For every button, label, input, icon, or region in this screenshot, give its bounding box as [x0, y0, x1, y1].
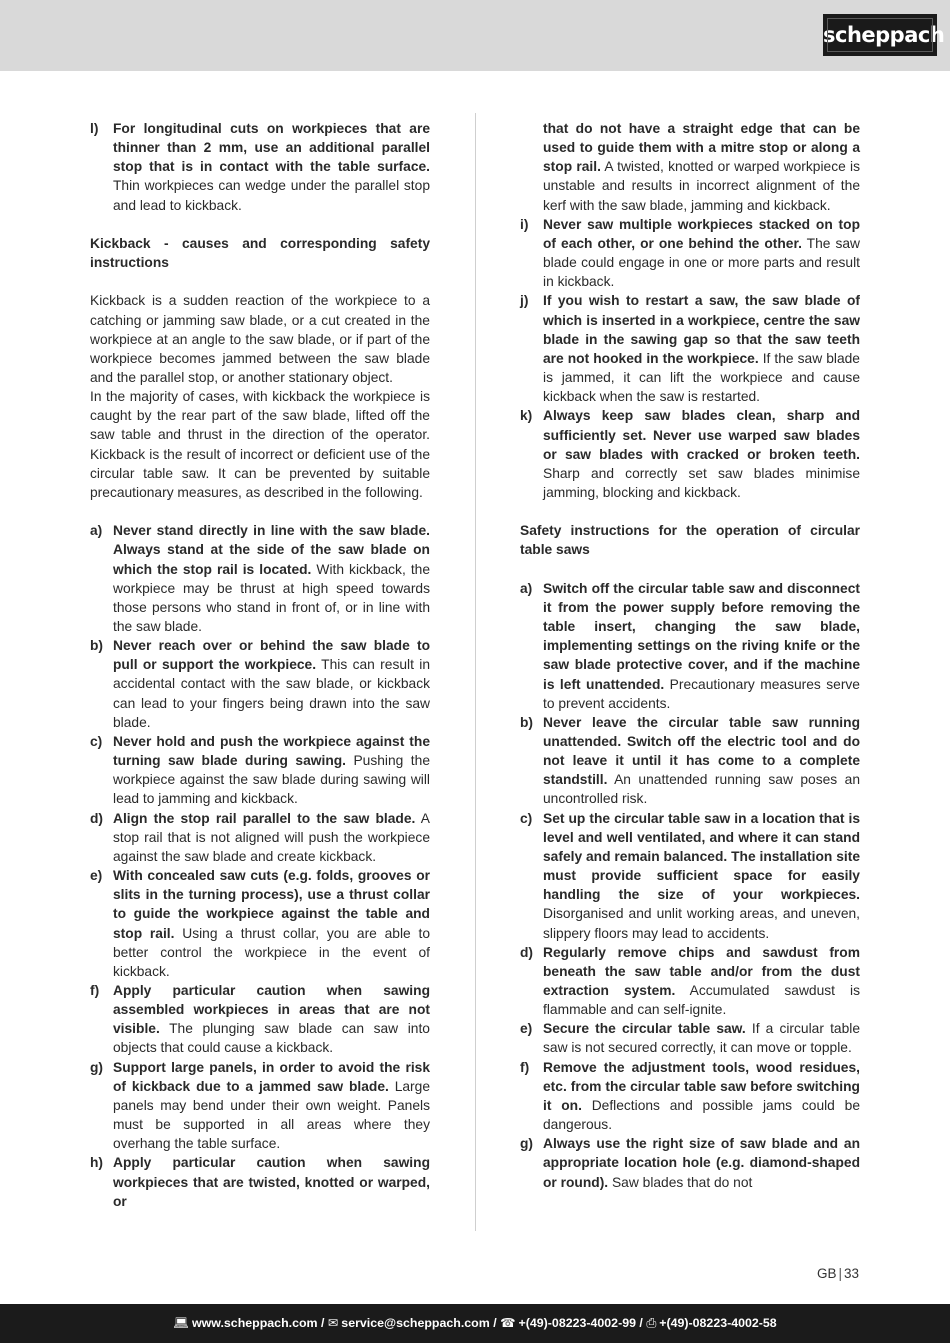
item-label: d)	[520, 944, 534, 960]
item-bold-text: Apply particular caution when sawing assembled workpieces in areas that are not visible.	[113, 982, 430, 1037]
item-bold-text: Always use the right size of saw blade and an appropriate location hole (e.g. diamond-shaped or round).	[543, 1136, 860, 1190]
item-bold-text: Never stand directly in line with the saw blade. Always stand at the side of the saw blade on which the stop rail is located.	[113, 523, 430, 577]
phone-icon: ☎︎	[500, 1316, 516, 1330]
contact-footer	[0, 1304, 950, 1343]
item-text: The saw blade could engage in one or more parts and result in kickback.	[543, 235, 861, 290]
operation-list	[520, 579, 860, 1192]
item-label: e)	[90, 868, 103, 884]
item-text: A twisted, knotted or warped workpiece is unstable and results in incorrect alignment of the kerf with the saw blade, jamming and kickback.	[543, 159, 860, 213]
list-item	[520, 1058, 860, 1135]
list-item	[90, 809, 430, 866]
item-label: c)	[90, 733, 103, 749]
item-text: Thin workpieces can wedge under the parallel stop and lead to kickback.	[113, 178, 430, 213]
item-text: If a circular table saw is not secured correctly, it can move or topple.	[543, 1021, 860, 1056]
item-bold-text: Set up the circular table saw in a location that is level and well ventilated, and where it can stand safely and remain balanced. The installation site must provide sufficient space for easily handling the size of your workpieces.	[543, 810, 860, 903]
list-item	[520, 291, 860, 406]
item-bold-text: Regularly remove chips and sawdust from beneath the saw table and/or from the dust extraction system.	[543, 944, 860, 998]
item-bold-text: Switch off the circular table saw and disconnect it from the power supply before removing the table insert, changing the saw blade, implementing settings on the riving knife or the saw blade protective cover, and if the machine is left unattended.	[543, 580, 860, 692]
item-label: d)	[90, 810, 104, 826]
kickback-list	[90, 521, 430, 1211]
item-label: b)	[90, 638, 104, 654]
kickback-heading: Kickback - causes and corresponding safety instructions	[90, 235, 430, 271]
item-label: g)	[90, 1059, 104, 1075]
item-text: Pushing the workpiece against the saw blade during sawing will lead to jamming and kickback.	[113, 753, 430, 807]
item-bold-text: Remove the adjustment tools, wood residues, etc. from the circular table saw before switching it on.	[543, 1059, 860, 1113]
list-item	[520, 1019, 860, 1057]
list-item-l	[90, 119, 430, 215]
item-text: Accumulated sawdust is flammable and can self-ignite.	[543, 983, 860, 1018]
list-item	[520, 579, 860, 713]
item-bold-text: Apply particular caution when sawing workpieces that are twisted, knotted or warped, or	[113, 1155, 430, 1209]
item-bold-text: With concealed saw cuts (e.g. folds, grooves or slits in the turning process), use a thrust collar to guide the workpiece against the table and stop rail.	[113, 868, 430, 941]
kickback-list-continued	[520, 215, 860, 502]
column-divider	[475, 113, 476, 1231]
mail-icon: ✉︎	[327, 1316, 339, 1330]
page-number	[817, 1266, 859, 1281]
fax-icon: ⎙︎	[646, 1316, 657, 1330]
item-label: k)	[520, 408, 533, 424]
phone-number: +(49)-08223-4002-99 /	[518, 1316, 643, 1330]
item-text: With kickback, the workpiece may be thrust at high speed towards those persons who stand in front of, or in line with the saw blade.	[113, 561, 430, 635]
item-text: If the saw blade is jammed, it can lift the workpiece and cause kickback when the saw is restarted.	[543, 350, 860, 405]
list-item	[520, 215, 860, 292]
list-item	[90, 1153, 430, 1210]
list-item-continuation	[520, 119, 860, 215]
left-column	[90, 119, 430, 1211]
item-label: f)	[90, 982, 100, 998]
operation-heading: Safety instructions for the operation of circular table saws	[520, 523, 860, 558]
list-item	[90, 981, 430, 1058]
item-label: b)	[520, 714, 534, 730]
item-bold-text: Secure the circular table saw.	[543, 1021, 746, 1037]
item-label: l)	[90, 121, 99, 136]
item-label: i)	[520, 216, 529, 232]
list-item	[90, 1058, 430, 1154]
header-band	[0, 0, 950, 71]
item-bold-text: Align the stop rail parallel to the saw blade.	[113, 810, 416, 826]
item-bold-text: Always keep saw blades clean, sharp and sufficiently set. Never use warped saw blades or saw blades with cracked or broken teeth.	[543, 408, 860, 462]
right-column	[520, 119, 860, 1192]
item-text: An unattended running saw poses an uncontrolled risk.	[543, 772, 860, 807]
item-bold-text: that do not have a straight edge that can be used to guide them with a mitre stop or along a stop rail.	[543, 121, 860, 175]
list-item	[90, 521, 430, 636]
item-text: Deflections and possible jams could be dangerous.	[543, 1097, 860, 1133]
list-item	[90, 732, 430, 809]
kickback-paragraph-1: Kickback is a sudden reaction of the workpiece to a catching or jamming saw blade, or a cut created in the workpiece at an angle to the saw blade, or if part of the workpiece becomes jammed between the saw blade and the parallel stop, or another stationary object.	[90, 293, 430, 385]
list-item	[90, 636, 430, 732]
item-bold-text: Never reach over or behind the saw blade to pull or support the workpiece.	[113, 638, 430, 673]
item-label: a)	[90, 523, 103, 539]
item-text: Using a thrust collar, you are able to better control the workpiece in the event of kickback.	[113, 925, 431, 979]
page-number-value: 33	[843, 1266, 859, 1281]
fax-number: +(49)-08223-4002-58	[659, 1316, 777, 1330]
kickback-paragraph-2: In the majority of cases, with kickback the workpiece is caught by the rear part of the saw blade, lifted off the saw table and thrust in the direction of the operator. Kickback is the result of incorrect or deficient use of the circular table saw. It can be prevented by suitable precautionary measures, as described in the following.	[90, 389, 430, 500]
item-bold-text: Never saw multiple workpieces stacked on top of each other, or one behind the other.	[543, 216, 860, 251]
item-label: e)	[520, 1021, 533, 1037]
item-label: h)	[90, 1155, 104, 1171]
item-label: g)	[520, 1136, 534, 1152]
item-label: a)	[520, 580, 533, 596]
page-separator: |	[838, 1266, 842, 1281]
email-link[interactable]: service@scheppach.com /	[341, 1316, 497, 1330]
item-text: Precautionary measures serve to prevent accidents.	[543, 676, 860, 711]
item-bold-text: Never leave the circular table saw running unattended. Switch off the electric tool and do not leave it until it has come to a complete standstill.	[543, 714, 860, 788]
item-text: Saw blades that do not	[608, 1174, 753, 1190]
item-text: Large panels may bend under their own weight. Panels must be supported in all areas where they overhang the table surface.	[113, 1078, 430, 1152]
list-item	[520, 1134, 860, 1191]
computer-icon: 💻︎	[173, 1316, 190, 1330]
language-code: GB	[816, 1266, 837, 1281]
item-label: f)	[520, 1059, 530, 1075]
list-item	[520, 713, 860, 809]
item-text: A stop rail that is not aligned will push the workpiece against the saw blade and create kickback.	[113, 810, 430, 864]
item-bold-text: Never hold and push the workpiece against the turning saw blade during sawing.	[113, 733, 430, 769]
item-text: The plunging saw blade can saw into objects that could cause a kickback.	[113, 1021, 430, 1056]
scheppach-logo: scheppach	[823, 14, 937, 56]
list-item	[520, 406, 860, 502]
item-label: c)	[520, 810, 533, 826]
item-text: This can result in accidental contact with the saw blade, or kickback can lead to your fingers being drawn into the saw blade.	[113, 657, 431, 730]
list-item	[90, 866, 430, 981]
item-text: Disorganised and unlit working areas, and uneven, slippery floors may lead to accidents.	[543, 906, 860, 941]
list-item	[520, 943, 860, 1020]
website-link[interactable]: www.scheppach.com /	[192, 1316, 325, 1330]
item-label: j)	[520, 293, 529, 309]
item-text: Sharp and correctly set saw blades minimise jamming, blocking and kickback.	[543, 465, 860, 500]
item-bold-text: Support large panels, in order to avoid the risk of kickback due to a jammed saw blade.	[113, 1059, 430, 1094]
item-bold-text: If you wish to restart a saw, the saw blade of which is inserted in a workpiece, centre the saw blade in the sawing gap so that the saw teeth are not hooked in the workpiece.	[543, 293, 860, 366]
list-item	[520, 809, 860, 943]
item-bold-text: For longitudinal cuts on workpieces that are thinner than 2 mm, use an additional parallel stop that is in contact with the table surface.	[113, 121, 430, 175]
